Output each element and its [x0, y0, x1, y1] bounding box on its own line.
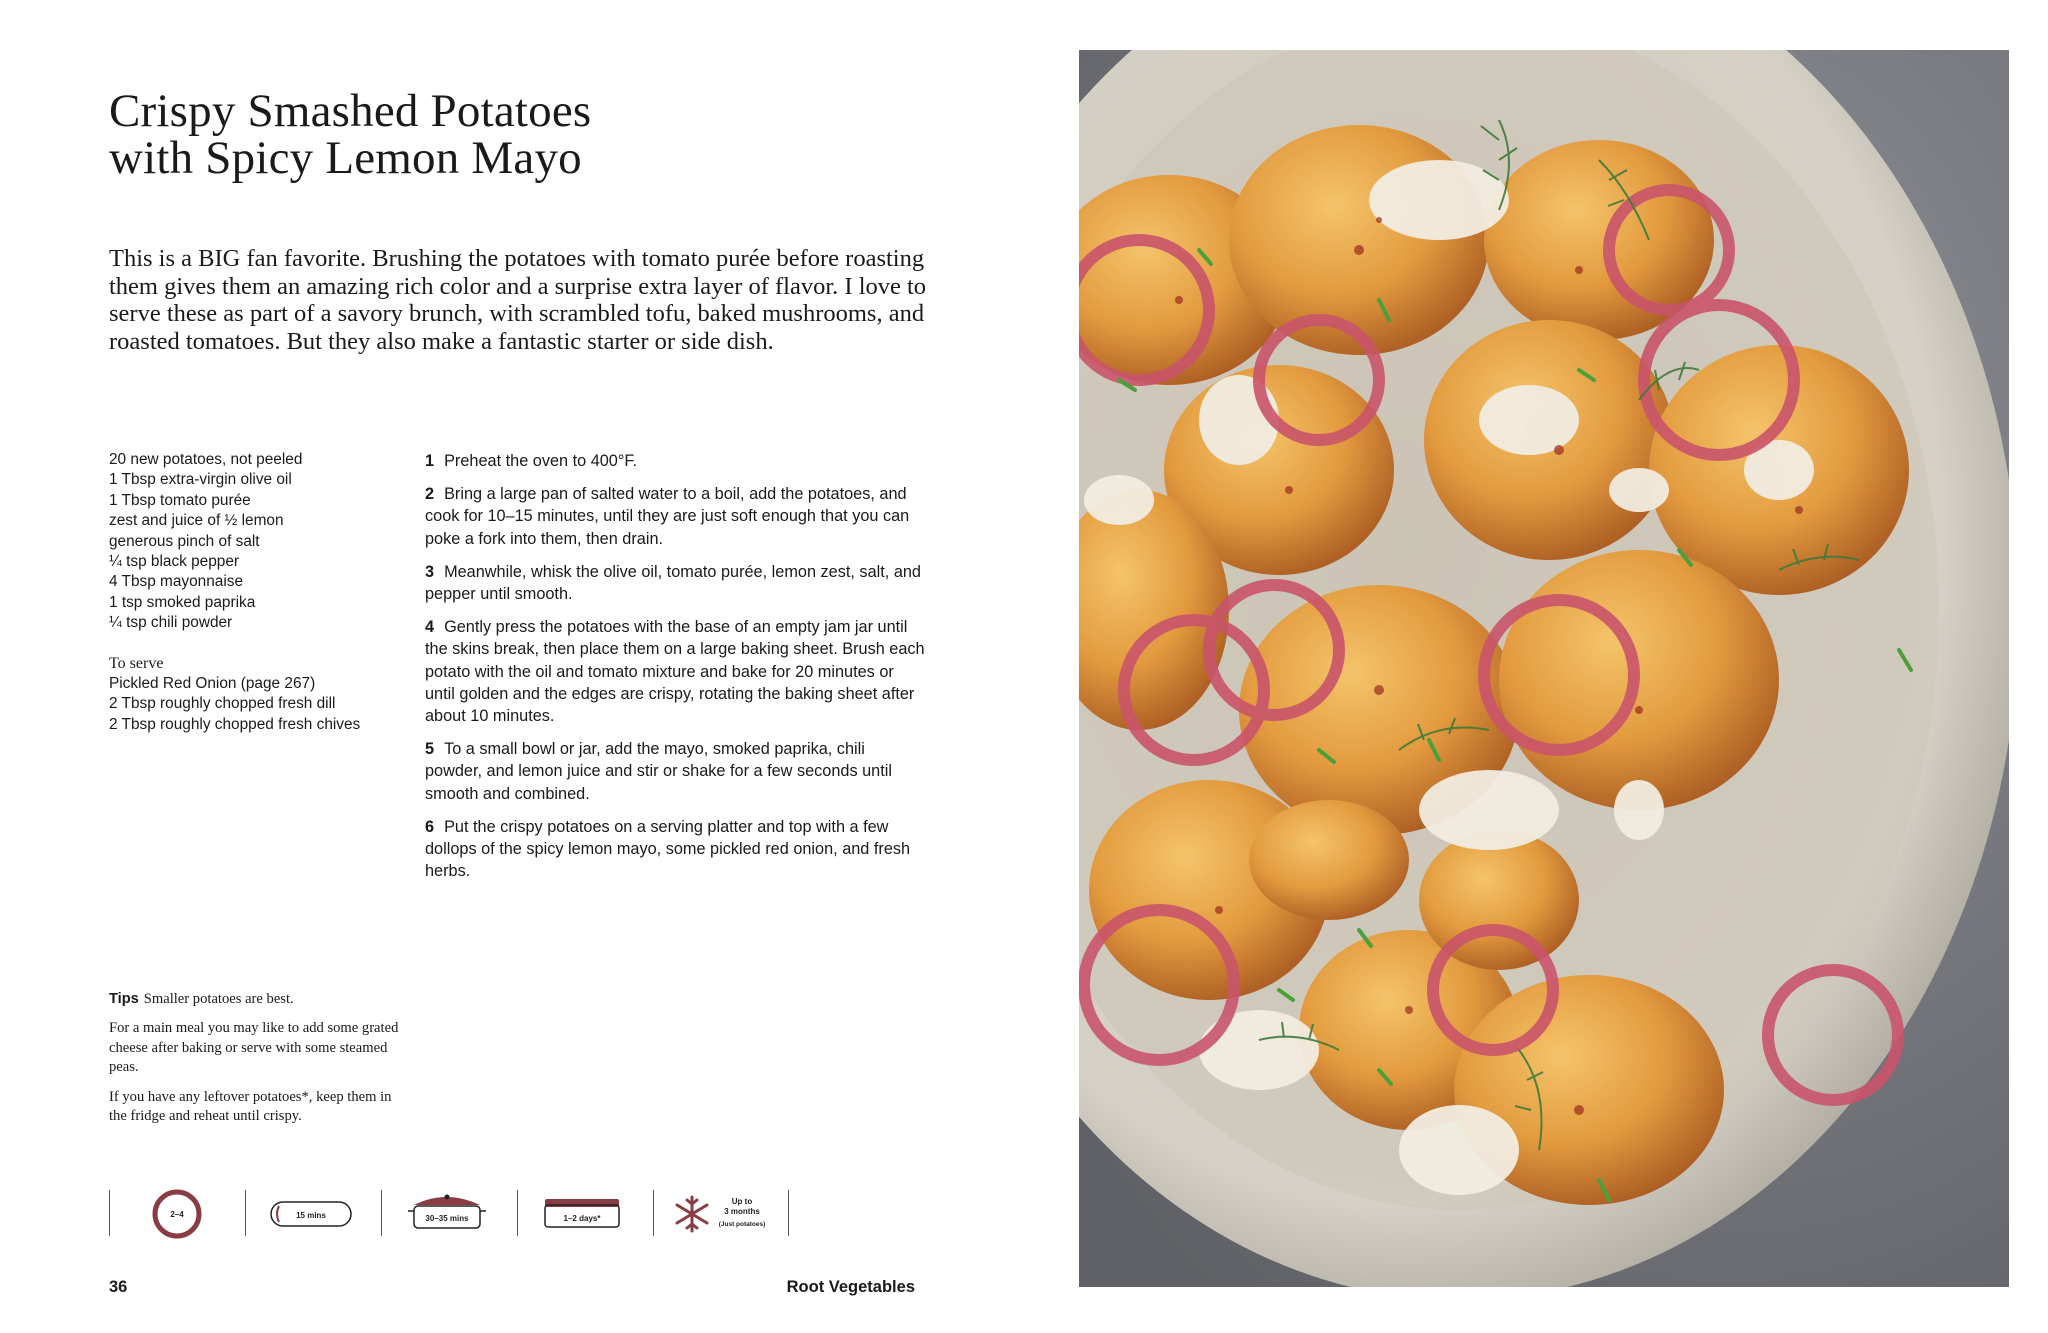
- method-steps: [425, 450, 925, 893]
- recipe-info-icons: [109, 1185, 789, 1240]
- to-serve-heading: To serve: [109, 654, 164, 672]
- step-text: Gently press the potatoes with the base of an empty jam jar until the skins break, then place them on a large baking sheet. Brush each potato with the oil and tomato mixture and bake for 20 minutes or until golden and the edges are crispy, rotating the baking sheet after about 10 minutes.: [425, 618, 925, 726]
- icon-divider: [788, 1190, 789, 1236]
- tip-item: For a main meal you may like to add some grated cheese after baking or serve with some steamed peas.: [109, 1020, 399, 1076]
- ingredient-item: 1 Tbsp tomato purée: [109, 491, 251, 509]
- cook-time-pot-icon: [406, 1191, 491, 1235]
- icon-divider: [381, 1190, 382, 1236]
- tip-item: [109, 990, 399, 1009]
- icon-divider: [517, 1190, 518, 1236]
- step-number: 3: [425, 562, 435, 581]
- step-number: 2: [425, 485, 435, 504]
- step-text: Bring a large pan of salted water to a boil, add the potatoes, and cook for 10–15 minutes, until they are just soft enough that you can poke a fork into them, then drain.: [425, 485, 910, 548]
- method-step: [425, 816, 925, 883]
- freezer-snowflake-icon: [674, 1193, 784, 1235]
- icon-divider: [653, 1190, 654, 1236]
- step-text: To a small bowl or jar, add the mayo, smoked paprika, chili powder, and lemon juice and stir or shake for a few seconds until smooth and combined.: [425, 740, 892, 803]
- serve-item: Pickled Red Onion (page 267): [109, 675, 316, 693]
- method-step: [425, 561, 925, 605]
- cook-time-label: 30–35 mins: [425, 1214, 469, 1223]
- serves-label: 2–4: [170, 1210, 184, 1219]
- recipe-title-line-1: Crispy Smashed Potatoes: [109, 85, 592, 137]
- fridge-container-icon: [541, 1195, 625, 1231]
- icon-divider: [109, 1190, 110, 1236]
- method-step: [425, 450, 925, 472]
- ingredient-item: 20 new potatoes, not peeled: [109, 451, 303, 468]
- method-step: [425, 483, 925, 550]
- ingredient-item: 4 Tbsp mayonnaise: [109, 573, 244, 591]
- ingredients-list: [109, 450, 409, 735]
- recipe-title: [109, 85, 729, 184]
- ingredient-item: ¼ tsp chili powder: [109, 614, 233, 632]
- ingredient-item: ¼ tsp black pepper: [109, 553, 240, 571]
- fridge-storage-label: 1–2 days*: [563, 1214, 601, 1223]
- recipe-title-line-2: with Spicy Lemon Mayo: [109, 132, 582, 184]
- icon-divider: [245, 1190, 246, 1236]
- method-step: [425, 616, 925, 727]
- prep-time-icon: [269, 1196, 359, 1232]
- tips-section: [109, 990, 399, 1136]
- step-number: 5: [425, 740, 435, 759]
- ingredient-item: zest and juice of ½ lemon: [109, 512, 284, 530]
- step-text: Meanwhile, whisk the olive oil, tomato purée, lemon zest, salt, and pepper until smooth.: [425, 562, 921, 604]
- method-step: [425, 738, 925, 805]
- prep-time-label: 15 mins: [296, 1211, 326, 1220]
- recipe-intro: This is a BIG fan favorite. Brushing the potatoes with tomato purée before roasting them gives them an amazing rich color and a surprise extra layer of flavor. I love to serve these as part of a savory brunch, with scrambled tofu, baked mushrooms, and roasted tomatoes. But they also make a fantastic starter or side dish.: [109, 245, 927, 356]
- step-text: Put the crispy potatoes on a serving platter and top with a few dollops of the spicy lemon mayo, some pickled red onion, and fresh herbs.: [425, 817, 911, 881]
- step-text: Preheat the oven to 400°F.: [444, 452, 638, 470]
- step-number: 4: [425, 618, 435, 637]
- freezer-label-line3: (Just potatoes): [718, 1221, 766, 1228]
- freezer-label-line1: Up to: [731, 1197, 753, 1206]
- page-number: 36: [109, 1278, 128, 1296]
- tips-label: Tips: [109, 991, 139, 1007]
- serve-item: 2 Tbsp roughly chopped fresh chives: [109, 715, 361, 733]
- tip-text: Smaller potatoes are best.: [143, 991, 294, 1007]
- tip-item: If you have any leftover potatoes*, keep them in the fridge and reheat until crispy.: [109, 1088, 392, 1125]
- serves-plate-icon: [151, 1188, 203, 1240]
- section-name: Root Vegetables: [786, 1278, 915, 1296]
- step-number: 1: [425, 452, 435, 470]
- ingredient-item: 1 tsp smoked paprika: [109, 593, 256, 611]
- ingredient-item: 1 Tbsp extra-virgin olive oil: [109, 471, 292, 489]
- ingredient-item: generous pinch of salt: [109, 532, 260, 550]
- freezer-label-line2: 3 months: [724, 1207, 760, 1216]
- serve-item: 2 Tbsp roughly chopped fresh dill: [109, 695, 336, 713]
- food-photo: [1079, 50, 2009, 1287]
- step-number: 6: [425, 817, 435, 836]
